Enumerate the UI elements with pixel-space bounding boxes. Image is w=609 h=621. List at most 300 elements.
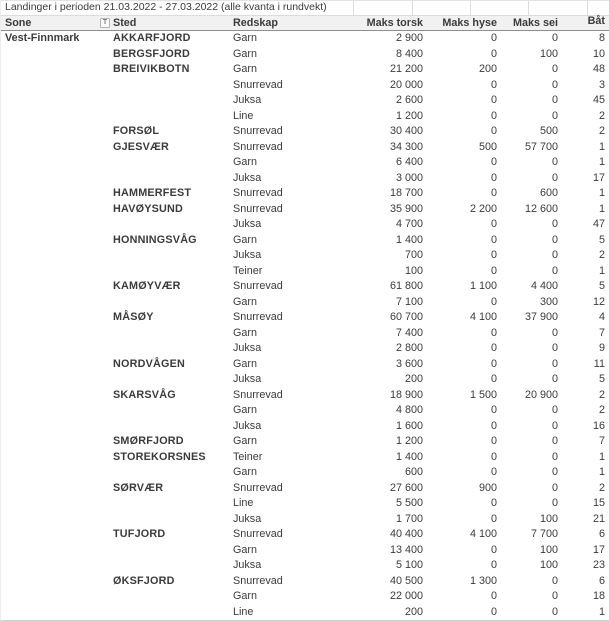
cell-sone: [1, 109, 97, 125]
cell-hyse: 0: [490, 543, 497, 556]
cell-sted: [97, 264, 230, 280]
title-empty-cell: [470, 1, 528, 15]
cell-torsk: 61 800: [389, 280, 423, 292]
cell-torsk: 1 200: [395, 435, 423, 447]
table-row[interactable]: [1, 140, 609, 156]
cell-sei: 0: [551, 233, 558, 246]
cell-sei: 0: [551, 590, 558, 602]
cell-hyse: 4 100: [469, 528, 497, 540]
cell-hyse: 0: [490, 450, 497, 463]
cell-torsk: 7 400: [395, 326, 423, 339]
cell-torsk: 100: [404, 264, 423, 277]
cell-sone: [1, 465, 97, 481]
cell-sone: [1, 217, 97, 233]
table-row[interactable]: [1, 93, 609, 109]
cell-sei: 0: [551, 497, 558, 509]
cell-redskap: Juksa: [233, 559, 262, 571]
cell-sei: 0: [551, 63, 558, 75]
cell-redskap: Line: [233, 497, 254, 509]
cell-hyse: 4 100: [469, 311, 497, 323]
cell-redskap: Snurrevad: [233, 187, 283, 199]
table-row[interactable]: [1, 558, 609, 574]
table-row[interactable]: [1, 264, 609, 280]
cell-sone: [1, 419, 97, 435]
cell-sone: [1, 62, 97, 78]
table-row[interactable]: [1, 372, 609, 388]
cell-redskap: Garn: [233, 590, 258, 602]
cell-sone: [1, 558, 97, 574]
cell-torsk: 18 700: [389, 187, 423, 199]
cell-bat: 17: [592, 171, 605, 184]
cell-redskap: Garn: [233, 156, 258, 168]
cell-bat: 48: [592, 63, 605, 75]
cell-redskap: Garn: [233, 404, 258, 416]
cell-torsk: 2 900: [395, 32, 423, 44]
table-row[interactable]: [1, 543, 609, 559]
cell-sei: 100: [539, 543, 558, 556]
cell-sted: BREIVIKBOTN: [113, 63, 190, 75]
cell-sone: [1, 481, 97, 497]
table-row[interactable]: [1, 62, 609, 78]
cell-sei: 0: [551, 342, 558, 354]
cell-bat: 18: [592, 590, 605, 602]
cell-sone: [1, 326, 97, 342]
table-row[interactable]: [1, 295, 609, 311]
cell-redskap: Snurrevad: [233, 125, 283, 137]
cell-hyse: 0: [490, 125, 497, 137]
cell-redskap: Snurrevad: [233, 528, 283, 540]
cell-redskap: Juksa: [233, 218, 262, 230]
cell-sei: 0: [551, 249, 558, 261]
cell-hyse: 900: [478, 481, 497, 494]
cell-bat: 1: [598, 605, 605, 618]
cell-redskap: Juksa: [233, 419, 262, 432]
cell-sted: [97, 78, 230, 94]
cell-torsk: 200: [404, 605, 423, 618]
filter-icon[interactable]: T: [100, 18, 110, 28]
table-body: [1, 31, 609, 621]
cell-hyse: 0: [490, 94, 497, 106]
cell-sone: [1, 589, 97, 605]
report-title: Landinger i perioden 21.03.2022 - 27.03.2022 (alle kvanta i rundvekt): [5, 1, 327, 13]
cell-hyse: 200: [478, 63, 497, 75]
table-row[interactable]: [1, 419, 609, 435]
cell-sone: [1, 434, 97, 450]
cell-torsk: 34 300: [389, 140, 423, 153]
cell-bat: 23: [592, 559, 605, 571]
cell-hyse: 0: [490, 156, 497, 168]
cell-torsk: 1 700: [395, 512, 423, 525]
cell-redskap: Teiner: [233, 450, 263, 463]
cell-torsk: 7 100: [395, 295, 423, 308]
cell-sted: SMØRFJORD: [113, 435, 184, 447]
cell-redskap: Garn: [233, 32, 258, 44]
cell-hyse: 0: [490, 78, 497, 91]
cell-torsk: 13 400: [389, 543, 423, 556]
cell-sone: [1, 543, 97, 559]
cell-sei: 300: [539, 295, 558, 308]
report-title-row: [1, 0, 609, 16]
cell-redskap: Snurrevad: [233, 78, 283, 91]
cell-sted: [97, 465, 230, 481]
cell-bat: 1: [598, 140, 605, 153]
cell-torsk: 700: [404, 249, 423, 261]
cell-bat: 2: [598, 388, 605, 401]
cell-redskap: Snurrevad: [233, 574, 283, 587]
cell-redskap: Snurrevad: [233, 140, 283, 153]
cell-hyse: 0: [490, 233, 497, 246]
cell-bat: 9: [598, 342, 605, 354]
column-header-maks-hyse[interactable]: Maks hyse: [442, 17, 497, 29]
cell-sted: [97, 543, 230, 559]
cell-torsk: 200: [404, 373, 423, 385]
cell-sei: 600: [539, 187, 558, 199]
title-empty-cell: [412, 1, 470, 15]
cell-torsk: 1 200: [395, 109, 423, 122]
cell-sted: [97, 326, 230, 342]
cell-hyse: 1 500: [469, 388, 497, 401]
table-row[interactable]: [1, 47, 609, 63]
table-row[interactable]: [1, 403, 609, 419]
cell-redskap: Snurrevad: [233, 311, 283, 323]
cell-sei: 0: [551, 326, 558, 339]
cell-redskap: Garn: [233, 47, 258, 60]
cell-bat: 5: [598, 233, 605, 246]
column-header-maks-sei[interactable]: Maks sei: [512, 17, 558, 29]
table-row[interactable]: [1, 465, 609, 481]
cell-sone: [1, 527, 97, 543]
cell-hyse: 0: [490, 466, 497, 478]
cell-bat: 2: [598, 404, 605, 416]
title-empty-cell: [353, 1, 412, 15]
cell-torsk: 5 100: [395, 559, 423, 571]
title-empty-cell: [587, 1, 609, 15]
cell-sone: [1, 496, 97, 512]
cell-hyse: 0: [490, 32, 497, 44]
cell-sted: HONNINGSVÅG: [113, 233, 197, 246]
cell-hyse: 0: [490, 326, 497, 339]
cell-bat: 1: [598, 466, 605, 478]
cell-bat: 4: [598, 311, 605, 323]
cell-sei: 0: [551, 156, 558, 168]
cell-sone: [1, 47, 97, 63]
cell-sone: [1, 357, 97, 373]
cell-hyse: 0: [490, 559, 497, 571]
cell-sted: [97, 589, 230, 605]
cell-hyse: 0: [490, 605, 497, 618]
cell-hyse: 0: [490, 497, 497, 509]
table-row[interactable]: [1, 109, 609, 125]
cell-hyse: 0: [490, 249, 497, 261]
cell-redskap: Juksa: [233, 94, 262, 106]
cell-sted: HAMMERFEST: [113, 187, 192, 199]
cell-torsk: 22 000: [389, 590, 423, 602]
cell-sone: [1, 450, 97, 466]
cell-hyse: 0: [490, 512, 497, 525]
cell-torsk: 40 400: [389, 528, 423, 540]
table-row[interactable]: [1, 481, 609, 497]
cell-torsk: 1 400: [395, 450, 423, 463]
column-header-bat[interactable]: Båt: [587, 15, 605, 27]
table-row[interactable]: [1, 310, 609, 326]
cell-torsk: 35 900: [389, 202, 423, 215]
cell-sted: [97, 605, 230, 621]
column-header-sone[interactable]: Sone: [5, 17, 32, 29]
table-row[interactable]: [1, 233, 609, 249]
cell-bat: 6: [598, 528, 605, 540]
cell-sted: TUFJORD: [113, 528, 166, 540]
table-row[interactable]: [1, 512, 609, 528]
cell-redskap: Juksa: [233, 512, 262, 525]
cell-torsk: 60 700: [389, 311, 423, 323]
cell-hyse: 2 200: [469, 202, 497, 215]
cell-sei: 37 900: [524, 311, 558, 323]
cell-hyse: 0: [490, 373, 497, 385]
table-row[interactable]: [1, 605, 609, 621]
cell-sted: ØKSFJORD: [113, 574, 175, 587]
cell-hyse: 0: [490, 47, 497, 60]
cell-sei: 500: [539, 125, 558, 137]
cell-bat: 7: [598, 435, 605, 447]
cell-sted: [97, 295, 230, 311]
cell-torsk: 27 600: [389, 481, 423, 494]
cell-hyse: 0: [490, 342, 497, 354]
cell-bat: 7: [598, 326, 605, 339]
cell-sei: 0: [551, 32, 558, 44]
cell-torsk: 20 000: [389, 78, 423, 91]
table-row[interactable]: [1, 357, 609, 373]
cell-sted: [97, 248, 230, 264]
cell-sone: [1, 574, 97, 590]
cell-bat: 2: [598, 481, 605, 494]
cell-hyse: 0: [490, 435, 497, 447]
cell-hyse: 0: [490, 187, 497, 199]
cell-sei: 0: [551, 466, 558, 478]
cell-sted: HAVØYSUND: [113, 202, 183, 215]
cell-sei: 0: [551, 450, 558, 463]
cell-sone: [1, 605, 97, 621]
cell-bat: 17: [592, 543, 605, 556]
column-header-sted[interactable]: [97, 16, 230, 30]
table-row[interactable]: [1, 341, 609, 357]
cell-hyse: 0: [490, 357, 497, 370]
cell-bat: 1: [598, 202, 605, 215]
cell-sone: [1, 140, 97, 156]
cell-hyse: 0: [490, 590, 497, 602]
cell-sone: [1, 78, 97, 94]
cell-sei: 100: [539, 559, 558, 571]
cell-sei: 0: [551, 218, 558, 230]
cell-torsk: 5 500: [395, 497, 423, 509]
cell-hyse: 0: [490, 404, 497, 416]
cell-sei: 0: [551, 109, 558, 122]
cell-sted: GJESVÆR: [113, 140, 170, 153]
cell-bat: 47: [592, 218, 605, 230]
table-row[interactable]: [1, 248, 609, 264]
cell-sted: FORSØL: [113, 125, 160, 137]
cell-hyse: 0: [490, 295, 497, 308]
table-row[interactable]: [1, 388, 609, 404]
cell-sone: [1, 310, 97, 326]
cell-sted: SKARSVÅG: [113, 388, 176, 401]
table-row[interactable]: [1, 217, 609, 233]
cell-sted: [97, 496, 230, 512]
cell-sone: [1, 512, 97, 528]
cell-bat: 2: [598, 249, 605, 261]
table-row[interactable]: [1, 527, 609, 543]
cell-sone: [1, 388, 97, 404]
table-row[interactable]: [1, 279, 609, 295]
cell-sone: [1, 295, 97, 311]
cell-torsk: 4 700: [395, 218, 423, 230]
cell-sei: 0: [551, 94, 558, 106]
cell-torsk: 21 200: [389, 63, 423, 75]
cell-redskap: Juksa: [233, 342, 262, 354]
cell-sei: 0: [551, 435, 558, 447]
cell-sei: 0: [551, 481, 558, 494]
cell-sted: [97, 217, 230, 233]
cell-torsk: 3 600: [395, 357, 423, 370]
cell-sone: [1, 171, 97, 187]
table-row[interactable]: [1, 496, 609, 512]
cell-sone: [1, 124, 97, 140]
cell-redskap: Garn: [233, 63, 258, 75]
cell-bat: 1: [598, 264, 605, 277]
cell-torsk: 18 900: [389, 388, 423, 401]
table-row[interactable]: [1, 124, 609, 140]
cell-redskap: Garn: [233, 326, 258, 339]
title-empty-cell: [528, 1, 587, 15]
cell-sei: 0: [551, 78, 558, 91]
cell-redskap: Garn: [233, 466, 258, 478]
cell-bat: 1: [598, 156, 605, 168]
table-row[interactable]: [1, 450, 609, 466]
cell-sei: 57 700: [524, 140, 558, 153]
cell-sone: [1, 248, 97, 264]
cell-redskap: Garn: [233, 435, 258, 447]
cell-bat: 2: [598, 125, 605, 137]
cell-bat: 21: [592, 512, 605, 525]
table-row[interactable]: [1, 78, 609, 94]
cell-torsk: 2 800: [395, 342, 423, 354]
cell-hyse: 1 300: [469, 574, 497, 587]
cell-sei: 7 700: [530, 528, 558, 540]
cell-sei: 100: [539, 512, 558, 525]
cell-bat: 12: [592, 295, 605, 308]
cell-sted: KAMØYVÆR: [113, 280, 181, 292]
cell-bat: 45: [592, 94, 605, 106]
cell-redskap: Snurrevad: [233, 388, 283, 401]
cell-torsk: 40 500: [389, 574, 423, 587]
cell-sone: Vest-Finnmark: [5, 32, 80, 44]
cell-sei: 0: [551, 171, 558, 184]
cell-sone: [1, 372, 97, 388]
cell-sted: [97, 372, 230, 388]
table-header: [1, 16, 609, 31]
cell-redskap: Garn: [233, 233, 258, 246]
cell-sei: 0: [551, 419, 558, 432]
cell-redskap: Juksa: [233, 373, 262, 385]
cell-redskap: Snurrevad: [233, 202, 283, 215]
cell-bat: 3: [598, 78, 605, 91]
cell-sei: 100: [539, 47, 558, 60]
cell-sted: MÅSØY: [113, 311, 154, 323]
cell-bat: 11: [593, 357, 605, 370]
cell-torsk: 600: [404, 466, 423, 478]
cell-sei: 0: [551, 605, 558, 618]
column-header-sted-label: Sted: [113, 17, 137, 29]
cell-hyse: 0: [490, 171, 497, 184]
cell-hyse: 500: [478, 140, 497, 153]
cell-hyse: 0: [490, 218, 497, 230]
cell-redskap: Line: [233, 109, 254, 122]
cell-sone: [1, 202, 97, 218]
cell-bat: 16: [592, 419, 605, 432]
cell-bat: 10: [592, 47, 605, 60]
cell-bat: 6: [598, 574, 605, 587]
table-row[interactable]: [1, 31, 609, 47]
cell-sone: [1, 403, 97, 419]
table-row[interactable]: [1, 171, 609, 187]
cell-torsk: 3 000: [395, 171, 423, 184]
cell-sone: [1, 186, 97, 202]
table-row[interactable]: [1, 589, 609, 605]
cell-sted: [97, 109, 230, 125]
table-row[interactable]: [1, 574, 609, 590]
cell-sei: 0: [551, 574, 558, 587]
cell-bat: 5: [598, 280, 605, 292]
cell-sted: [97, 155, 230, 171]
cell-torsk: 6 400: [395, 156, 423, 168]
cell-redskap: Garn: [233, 543, 258, 556]
cell-sted: [97, 341, 230, 357]
cell-torsk: 2 600: [395, 94, 423, 106]
column-header-maks-torsk[interactable]: Maks torsk: [366, 17, 423, 29]
table-row[interactable]: [1, 186, 609, 202]
table-row[interactable]: [1, 155, 609, 171]
cell-sone: [1, 233, 97, 249]
cell-bat: 15: [592, 497, 605, 509]
table-row[interactable]: [1, 326, 609, 342]
cell-sted: [97, 403, 230, 419]
cell-redskap: Garn: [233, 357, 258, 370]
cell-redskap: Teiner: [233, 264, 263, 277]
cell-sone: [1, 264, 97, 280]
cell-sted: STOREKORSNES: [113, 450, 206, 463]
cell-torsk: 1 600: [395, 419, 423, 432]
cell-redskap: Line: [233, 605, 254, 618]
cell-hyse: 0: [490, 109, 497, 122]
table-row[interactable]: [1, 202, 609, 218]
cell-redskap: Juksa: [233, 249, 262, 261]
cell-hyse: 0: [490, 419, 497, 432]
cell-sei: 12 600: [524, 202, 558, 215]
cell-torsk: 8 400: [395, 47, 423, 60]
cell-sted: AKKARFJORD: [113, 32, 191, 44]
cell-sted: [97, 419, 230, 435]
cell-redskap: Snurrevad: [233, 481, 283, 494]
cell-sone: [1, 93, 97, 109]
column-header-redskap[interactable]: Redskap: [233, 17, 279, 29]
cell-bat: 5: [598, 373, 605, 385]
cell-bat: 2: [598, 109, 605, 122]
cell-sted: SØRVÆR: [113, 481, 164, 494]
cell-sei: 0: [551, 357, 558, 370]
cell-sei: 4 400: [530, 280, 558, 292]
table-row[interactable]: [1, 434, 609, 450]
cell-redskap: Juksa: [233, 171, 262, 184]
cell-sei: 20 900: [524, 388, 558, 401]
